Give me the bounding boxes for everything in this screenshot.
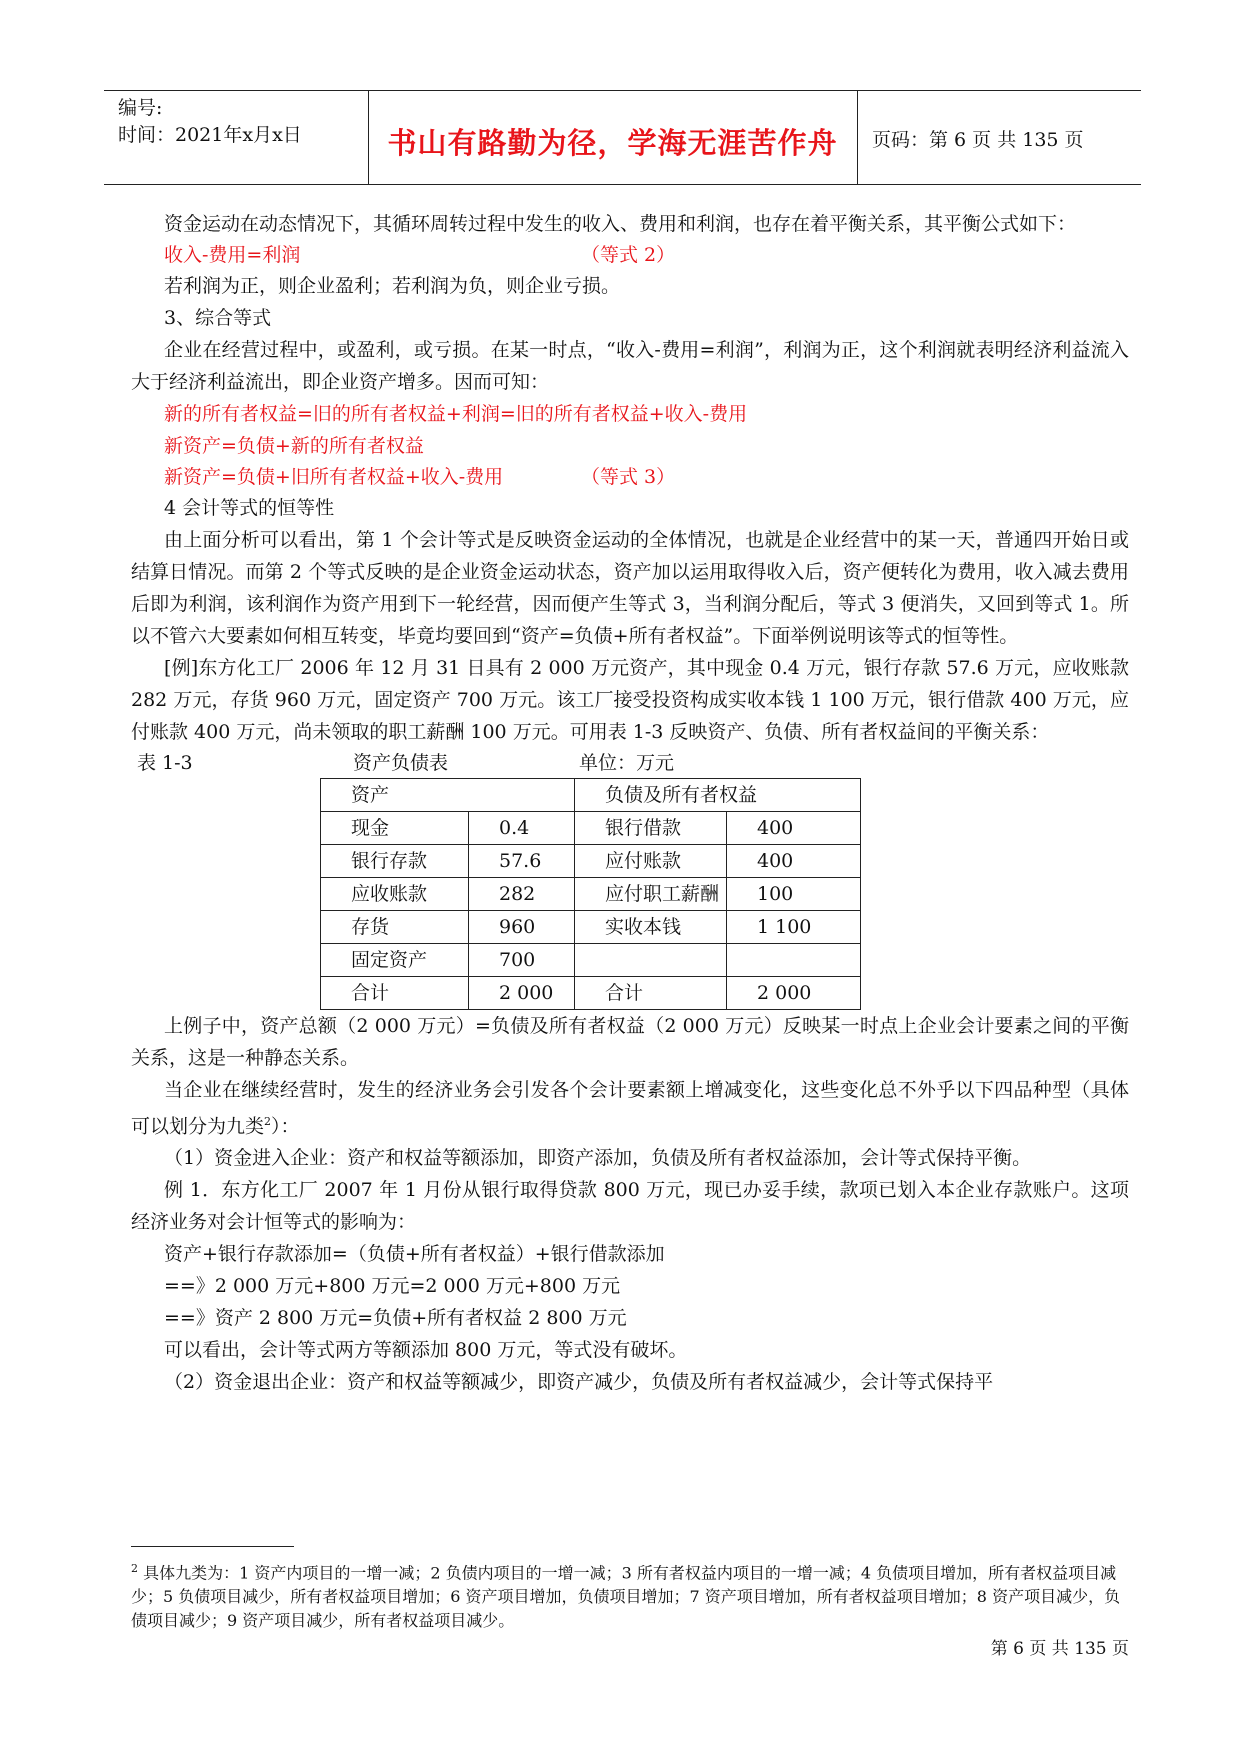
table-cell: 400 [727, 812, 861, 845]
header-motto: 书山有路勤为径，学海无涯苦作舟 [387, 126, 838, 160]
header-time: 时间：2021年x月x日 [118, 124, 302, 146]
document-body [131, 208, 1129, 1398]
section-heading: 4 会计等式的恒等性 [164, 497, 335, 519]
paragraph: 资金运动在动态情况下，其循环周转过程中发生的收入、费用和利润，也存在着平衡关系，其平衡公式如下： [164, 213, 1077, 235]
table-cell: 400 [727, 845, 861, 878]
table-cell: 57.6 [469, 845, 575, 878]
table-cell: 银行借款 [575, 812, 727, 845]
table-cell: 银行存款 [321, 845, 469, 878]
footnote [131, 1557, 1129, 1633]
paragraph-text: ）： [271, 1115, 300, 1138]
footnote-reference[interactable]: 2 [264, 1115, 272, 1128]
paragraph-text: 当企业在继续经营时，发生的经济业务会引发各个会计要素额上增减变化，这些变化总不外乎以下四品种型（具体可以划分为九类 [131, 1079, 1129, 1138]
table-row [321, 911, 861, 944]
equation-line: 新资产=负债+新的所有者权益 [164, 435, 424, 457]
table-cell: 固定资产 [321, 944, 469, 977]
table-header-cell: 负债及所有者权益 [575, 779, 861, 812]
formula-line: ==》资产 2 800 万元=负债+所有者权益 2 800 万元 [164, 1307, 627, 1330]
table-cell: 合计 [321, 977, 469, 1010]
header-number: 编号: [118, 97, 163, 119]
footnote-text: 具体九类为：1 资产内项目的一增一减；2 负债内项目的一增一减；3 所有者权益内项目的一增一减；4 负债项目增加，所有者权益项目减少；5 负债项目减少，所有者权益项目增加；6 资产项目增加，负债项目增加；7 资产项目增加，所有者权益项目增加；8 资产项目减少，负债项目减少；9 资产项目减少，所有者权益项目减少。 [131, 1563, 1121, 1631]
paragraph: 例 1．东方化工厂 2007 年 1 月份从银行取得贷款 800 万元，现已办妥手续，款项已划入本企业存款账户。这项经济业务对会计恒等式的影响为： [131, 1179, 1129, 1234]
table-title: 资产负债表 [353, 752, 449, 774]
paragraph: [例]东方化工厂 2006 年 12 月 31 日具有 2 000 万元资产，其中现金 0.4 万元，银行存款 57.6 万元，应收账款 282 万元，存货 960 万元，固定资产 700 万元。该工厂接受投资构成实收本钱 1 100 万元，银行借款 400 万元，应付账款 400 万元，尚未领取的职工薪酬 100 万元。可用表 1-3 反映资产、负债、所有者权益间的平衡关系： [131, 657, 1129, 743]
header-divider [857, 91, 858, 184]
paragraph: 企业在经营过程中，或盈利，或亏损。在某一时点，“收入-费用=利润”，利润为正，这个利润就表明经济利益流入大于经济利益流出，即企业资产增多。因而可知： [131, 339, 1129, 393]
footnote-rule [131, 1546, 294, 1547]
page-header [104, 90, 1141, 185]
table-cell: 应收账款 [321, 878, 469, 911]
section-heading: 3、综合等式 [164, 307, 272, 329]
table-cell [575, 944, 727, 977]
page-footer: 第 6 页 共 135 页 [990, 1639, 1129, 1659]
table-caption [131, 748, 1129, 778]
formula-line: 资产+银行存款添加=（负债+所有者权益）+银行借款添加 [164, 1243, 665, 1266]
paragraph: 由上面分析可以看出，第 1 个会计等式是反映资金运动的全体情况，也就是企业经营中的某一天，普通四开始日或结算日情况。而第 2 个等式反映的是企业资金运动状态，资产加以运用取得收入后，资产便转化为费用，收入减去费用后即为利润，该利润作为资产用到下一轮经营，因而便产生等式 3，当利润分配后，等式 3 便消失，又回到等式 1。所以不管六大要素如何相互转变，毕竟均要回到“资产=负债+所有者权益”。下面举例说明该等式的恒等性。 [131, 529, 1129, 647]
table-row [321, 977, 861, 1010]
formula-line: ==》2 000 万元+800 万元=2 000 万元+800 万元 [164, 1275, 621, 1298]
table-cell: 960 [469, 911, 575, 944]
paragraph: 上例子中，资产总额（2 000 万元）=负债及所有者权益（2 000 万元）反映某一时点上企业会计要素之间的平衡关系，这是一种静态关系。 [131, 1015, 1129, 1069]
equation-text: 收入-费用=利润 [164, 244, 301, 266]
header-page-number: 页码：第 6 页 共 135 页 [872, 129, 1084, 151]
paragraph: （2）资金退出企业：资产和权益等额减少，即资产减少，负债及所有者权益减少，会计等式保持平 [164, 1371, 994, 1394]
equation-3 [131, 462, 1129, 492]
table-unit: 单位：万元 [579, 752, 675, 774]
paragraph [131, 1074, 1129, 1142]
equation-tag: （等式 2） [581, 244, 676, 266]
table-cell: 1 100 [727, 911, 861, 944]
table-cell: 应付职工薪酬 [575, 878, 727, 911]
table-row [321, 944, 861, 977]
equation-2 [131, 240, 1129, 270]
equation-tag: （等式 3） [581, 466, 676, 488]
table-cell [727, 944, 861, 977]
table-cell: 2 000 [727, 977, 861, 1010]
table-number: 表 1-3 [137, 752, 193, 774]
balance-sheet-table [320, 778, 861, 1010]
table-cell: 存货 [321, 911, 469, 944]
table-row [321, 812, 861, 845]
table-row [321, 878, 861, 911]
table-header-cell: 资产 [321, 779, 575, 812]
equation-line: 新的所有者权益=旧的所有者权益+利润=旧的所有者权益+收入-费用 [164, 403, 748, 425]
table-cell: 100 [727, 878, 861, 911]
paragraph: 若利润为正，则企业盈利；若利润为负，则企业亏损。 [164, 275, 621, 297]
table-cell: 应付账款 [575, 845, 727, 878]
table-cell: 0.4 [469, 812, 575, 845]
equation-text: 新资产=负债+旧所有者权益+收入-费用 [164, 466, 504, 488]
table-row [321, 845, 861, 878]
paragraph: （1）资金进入企业：资产和权益等额添加，即资产添加，负债及所有者权益添加，会计等式保持平衡。 [164, 1147, 1032, 1170]
header-meta [118, 95, 302, 149]
table-cell: 2 000 [469, 977, 575, 1010]
table-cell: 实收本钱 [575, 911, 727, 944]
paragraph: 可以看出，会计等式两方等额添加 800 万元，等式没有破坏。 [164, 1339, 688, 1362]
table-header-row [321, 779, 861, 812]
table-cell: 700 [469, 944, 575, 977]
table-cell: 现金 [321, 812, 469, 845]
footnote-mark: 2 [131, 1562, 138, 1575]
table-cell: 合计 [575, 977, 727, 1010]
table-cell: 282 [469, 878, 575, 911]
